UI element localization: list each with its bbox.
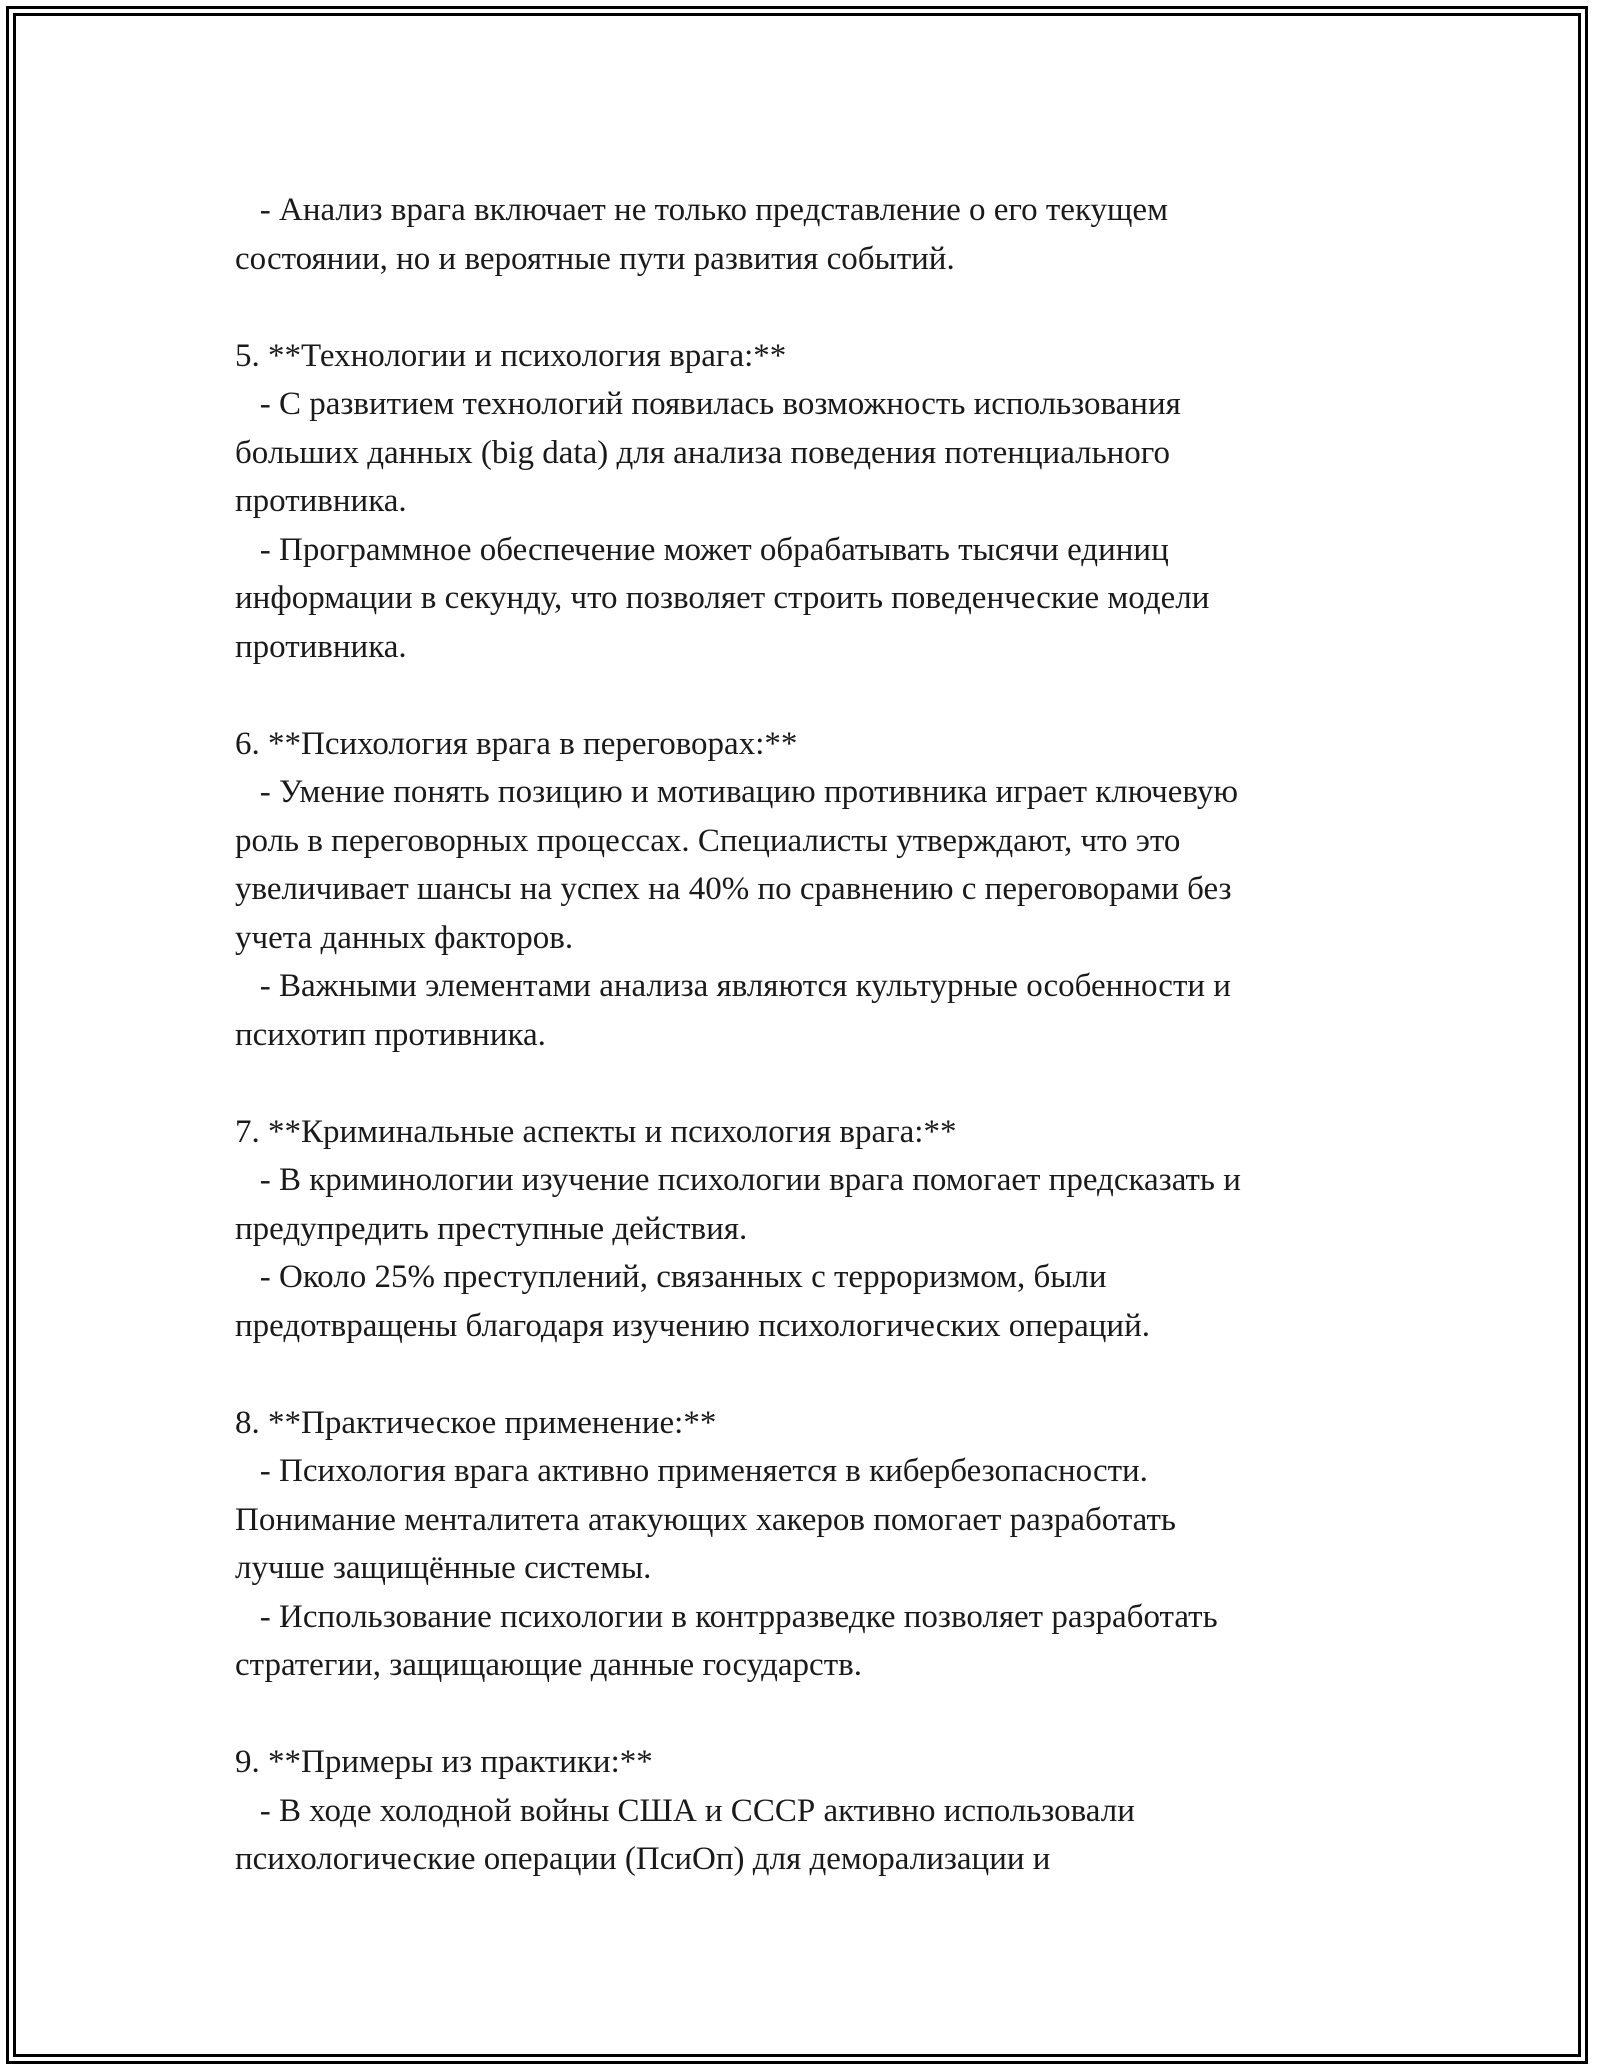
text-line: психотип противника. bbox=[235, 1016, 546, 1053]
text-line: больших данных (big data) для анализа поведения потенциального bbox=[235, 434, 1171, 471]
text-line: 8. **Практическое применение:** bbox=[235, 1404, 717, 1441]
text-line: противника. bbox=[235, 483, 407, 519]
text-line: роль в переговорных процессах. Специалисты утверждают, что это bbox=[235, 822, 1181, 859]
document-body bbox=[235, 186, 1385, 1884]
text-block bbox=[235, 1399, 1385, 1690]
text-line: 7. **Криминальные аспекты и психология врага:** bbox=[235, 1113, 957, 1150]
text-block bbox=[235, 332, 1385, 672]
text-line: - Анализ врага включает не только представление о его текущем bbox=[235, 192, 1168, 228]
text-line: 9. **Примеры из практики:** bbox=[235, 1744, 653, 1780]
text-line: Понимание менталитета атакующих хакеров помогает разработать bbox=[235, 1501, 1176, 1538]
text-line: 5. **Технологии и психология врага:** bbox=[235, 337, 787, 374]
text-line: предупредить преступные действия. bbox=[235, 1210, 748, 1247]
paragraph-gap bbox=[235, 671, 1385, 720]
text-line: учета данных факторов. bbox=[235, 919, 574, 956]
text-block bbox=[235, 186, 1385, 283]
text-line: - Психология врага активно применяется в кибербезопасности. bbox=[235, 1453, 1148, 1489]
text-block bbox=[235, 1738, 1385, 1884]
text-line: противника. bbox=[235, 628, 407, 665]
text-line: - Программное обеспечение может обрабатывать тысячи единиц bbox=[235, 531, 1169, 568]
text-line: лучше защищённые системы. bbox=[235, 1550, 652, 1586]
paragraph-gap bbox=[235, 1350, 1385, 1399]
text-line: предотвращены благодаря изучению психологических операций. bbox=[235, 1307, 1150, 1344]
text-line: - Важными элементами анализа являются культурные особенности и bbox=[235, 968, 1231, 1004]
paragraph-gap bbox=[235, 1059, 1385, 1108]
text-line: 6. **Психология врага в переговорах:** bbox=[235, 725, 798, 762]
text-line: состоянии, но и вероятные пути развития событий. bbox=[235, 240, 955, 277]
text-block bbox=[235, 1108, 1385, 1351]
text-line: - Использование психологии в контрразведке позволяет разработать bbox=[235, 1598, 1218, 1635]
text-line: психологические операции (ПсиОп) для деморализации и bbox=[235, 1841, 1051, 1877]
text-line: - В криминологии изучение психологии врага помогает предсказать и bbox=[235, 1162, 1241, 1198]
text-block bbox=[235, 720, 1385, 1060]
text-line: увеличивает шансы на успех на 40% по сравнению с переговорами без bbox=[235, 871, 1232, 907]
text-line: стратегии, защищающие данные государств. bbox=[235, 1647, 862, 1683]
text-line: - Около 25% преступлений, связанных с терроризмом, были bbox=[235, 1259, 1107, 1295]
text-line: - С развитием технологий появилась возможность использования bbox=[235, 386, 1181, 422]
text-line: информации в секунду, что позволяет строить поведенческие модели bbox=[235, 580, 1210, 616]
paragraph-gap bbox=[235, 283, 1385, 332]
text-line: - В ходе холодной войны США и СССР активно использовали bbox=[235, 1792, 1135, 1829]
text-line: - Умение понять позицию и мотивацию противника играет ключевую bbox=[235, 774, 1239, 810]
paragraph-gap bbox=[235, 1690, 1385, 1739]
